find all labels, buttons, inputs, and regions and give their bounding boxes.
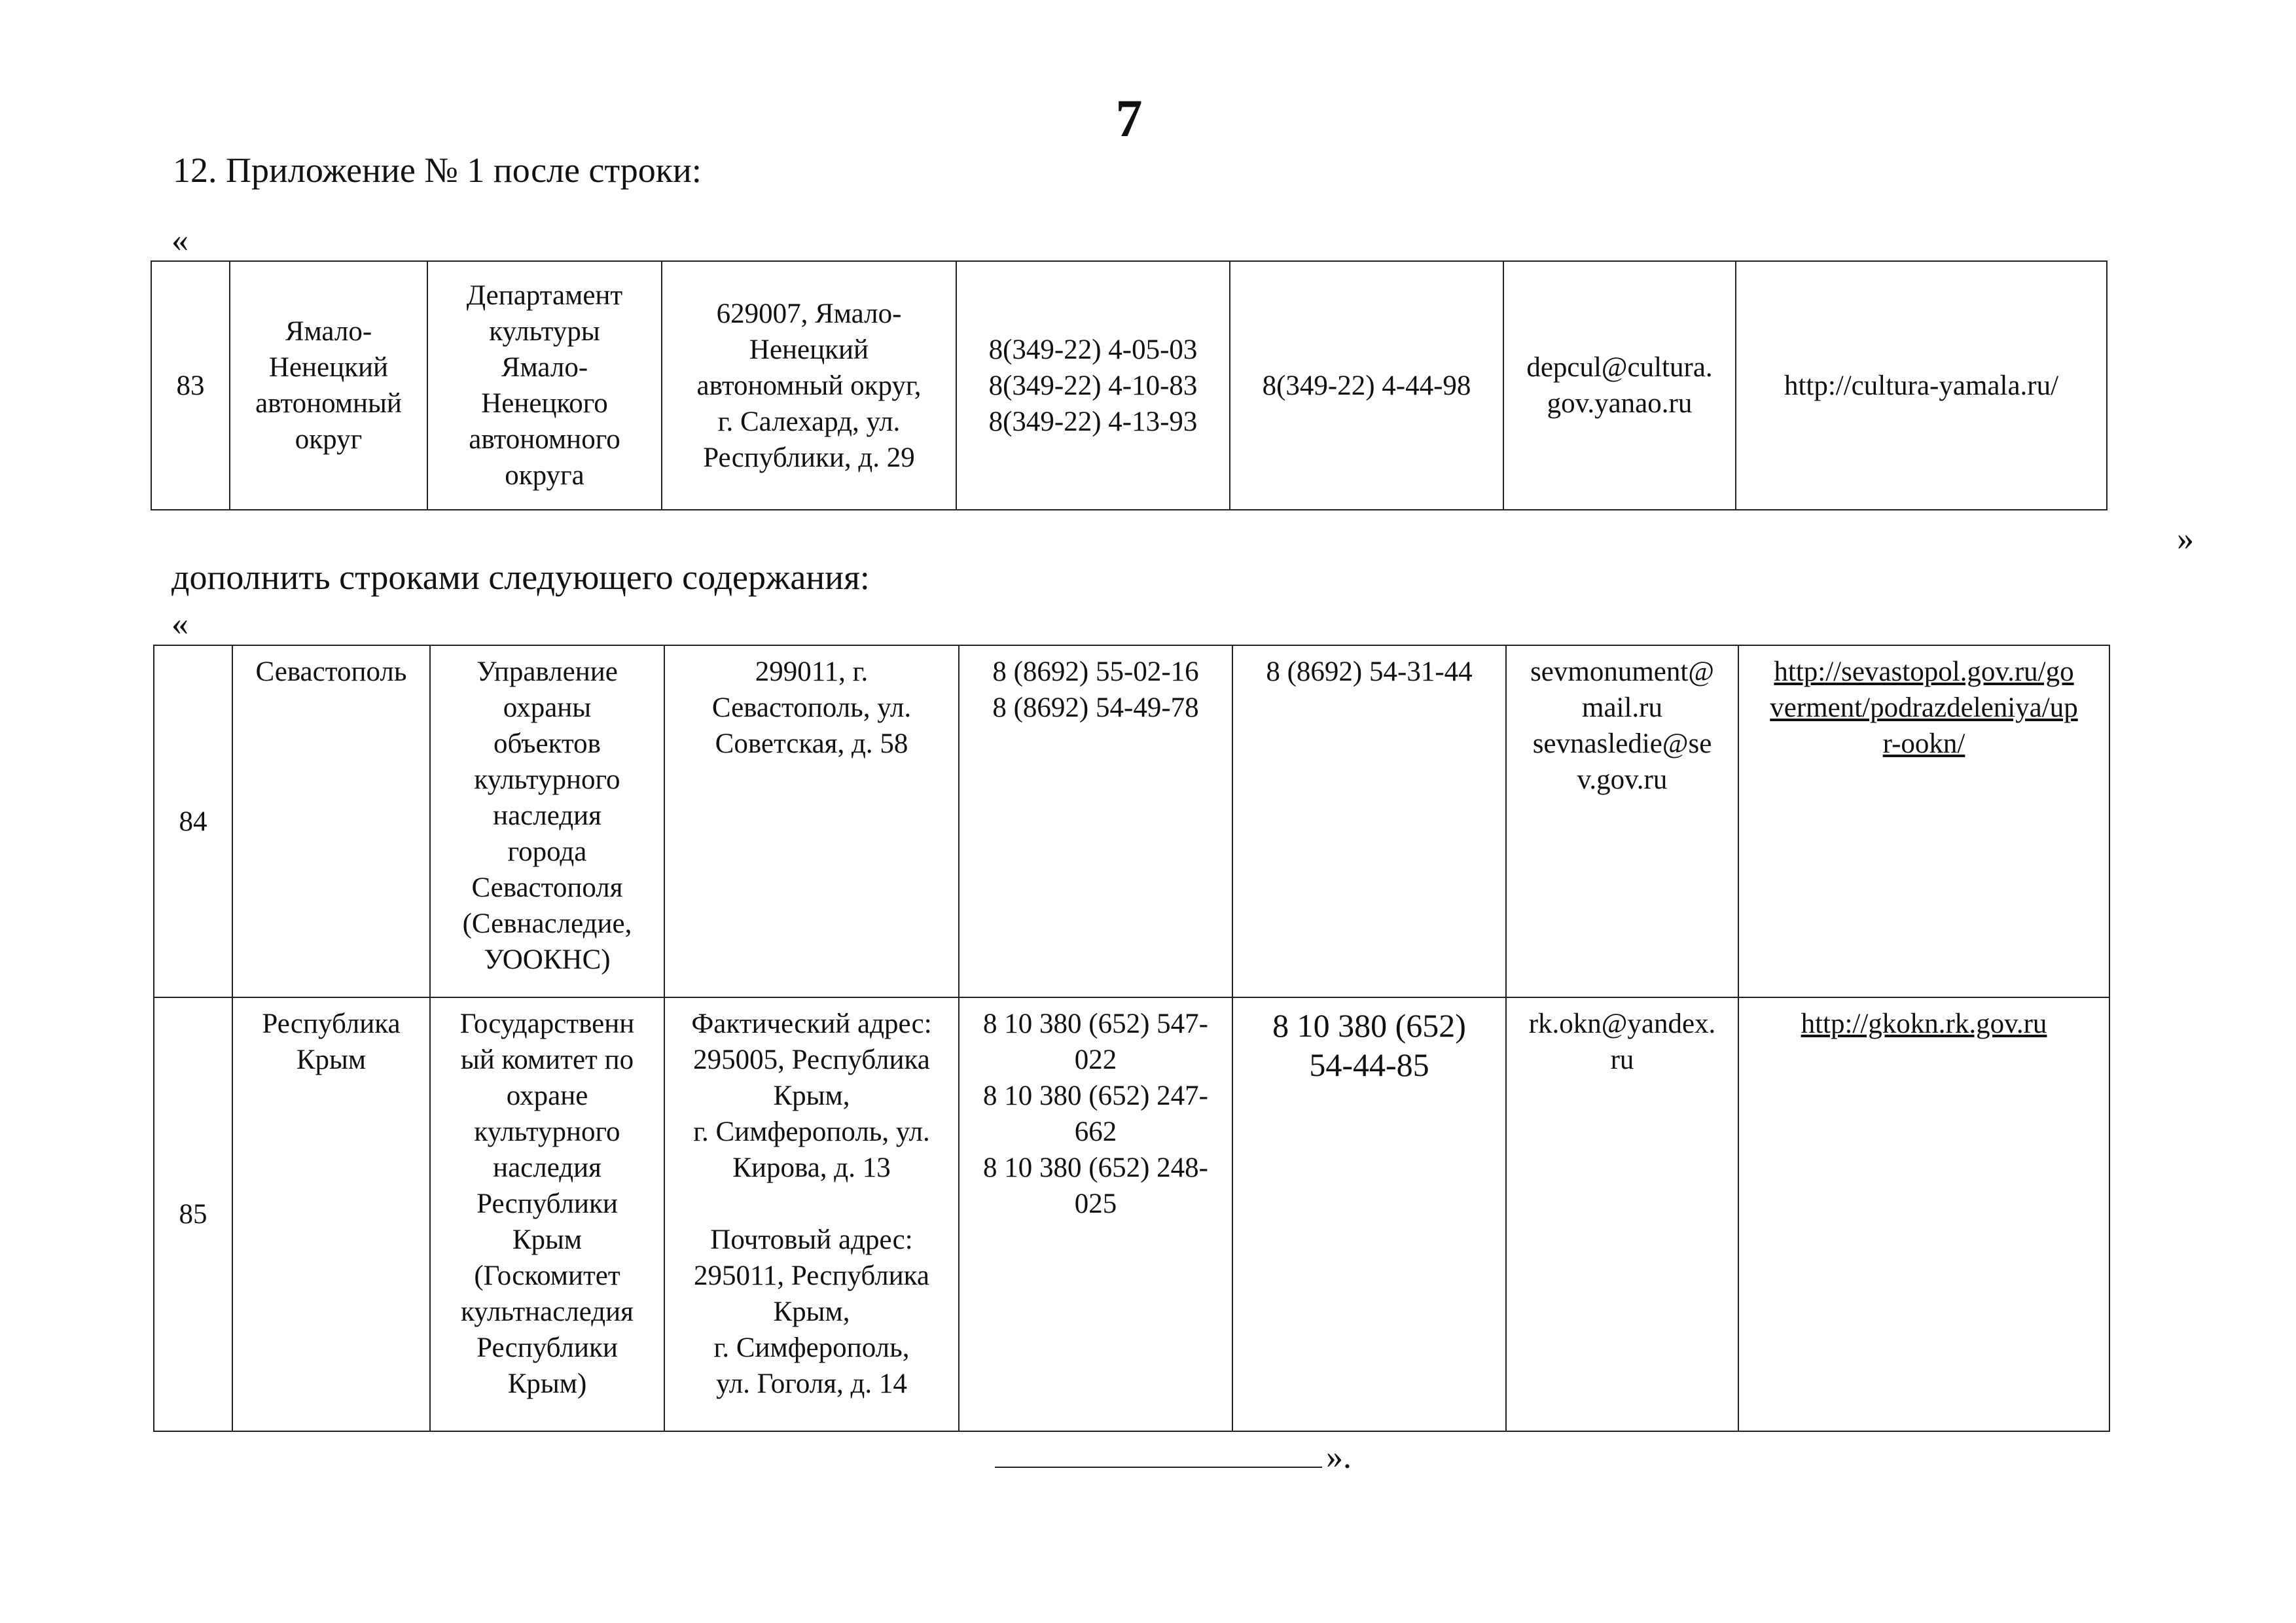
region-cell: Севастополь [232, 645, 430, 997]
email-cell: depcul@cultura. gov.yanao.ru [1503, 261, 1736, 510]
authority-cell: Управление охраны объектов культурного наследия города Севастополя (Севнаследие, УООКНС) [430, 645, 664, 997]
email-cell: rk.okn@yandex. ru [1506, 997, 1738, 1431]
row-number: 84 [154, 645, 232, 997]
closing-line [995, 1437, 1352, 1478]
address-cell: Фактический адрес: 295005, Республика Крым, г. Симферополь, ул. Кирова, д. 13 Почтовый адрес: 295011, Республика Крым, г. Симферополь, ул. Гоголя, д. 14 [664, 997, 959, 1431]
address-cell: 629007, Ямало- Ненецкий автономный округ, г. Салехард, ул. Республики, д. 29 [662, 261, 956, 510]
table-row [151, 261, 2107, 510]
phone-cell: 8 (8692) 55-02-16 8 (8692) 54-49-78 [959, 645, 1232, 997]
row-number: 83 [151, 261, 230, 510]
website-link[interactable]: verment/podrazdeleniya/up [1770, 692, 2078, 723]
fax-cell: 8(349-22) 4-44-98 [1230, 261, 1503, 510]
opening-quote: « [171, 605, 188, 643]
page-number: 7 [1115, 88, 1143, 148]
authority-cell: Государственн ый комитет по охране культурного наследия Республики Крым (Госкомитет культнаследия Республики Крым) [430, 997, 664, 1431]
website-link[interactable]: http://sevastopol.gov.ru/go [1774, 656, 2074, 687]
closing-quote: ». [1326, 1438, 1352, 1476]
address-cell: 299011, г. Севастополь, ул. Советская, д. 58 [664, 645, 959, 997]
table-row [154, 997, 2109, 1431]
opening-quote: « [171, 222, 188, 259]
phone-cell: 8 10 380 (652) 547- 022 8 10 380 (652) 247- 662 8 10 380 (652) 248- 025 [959, 997, 1232, 1431]
section-heading: 12. Приложение № 1 после строки: [173, 151, 702, 190]
fax-cell: 8 (8692) 54-31-44 [1232, 645, 1506, 997]
fax-cell: 8 10 380 (652) 54-44-85 [1232, 997, 1506, 1431]
website-link[interactable]: http://gkokn.rk.gov.ru [1801, 1008, 2047, 1039]
closing-quote: » [2177, 520, 2194, 558]
website-cell [1738, 997, 2109, 1431]
row-number: 85 [154, 997, 232, 1431]
appendix-table-original-row [151, 260, 2108, 510]
authority-cell: Департамент культуры Ямало- Ненецкого автономного округа [427, 261, 662, 510]
region-cell: Республика Крым [232, 997, 430, 1431]
website-link[interactable]: r-ookn/ [1882, 728, 1965, 759]
region-cell: Ямало- Ненецкий автономный округ [230, 261, 427, 510]
appendix-table-new-rows [153, 645, 2110, 1432]
website-cell: http://cultura-yamala.ru/ [1736, 261, 2107, 510]
phone-cell: 8(349-22) 4-05-03 8(349-22) 4-10-83 8(349-22) 4-13-93 [956, 261, 1230, 510]
signature-rule [995, 1467, 1322, 1468]
website-cell [1738, 645, 2109, 997]
table-row [154, 645, 2109, 997]
email-cell: sevmonument@ mail.ru sevnasledie@se v.gov.ru [1506, 645, 1738, 997]
addition-text: дополнить строками следующего содержания: [171, 558, 870, 597]
